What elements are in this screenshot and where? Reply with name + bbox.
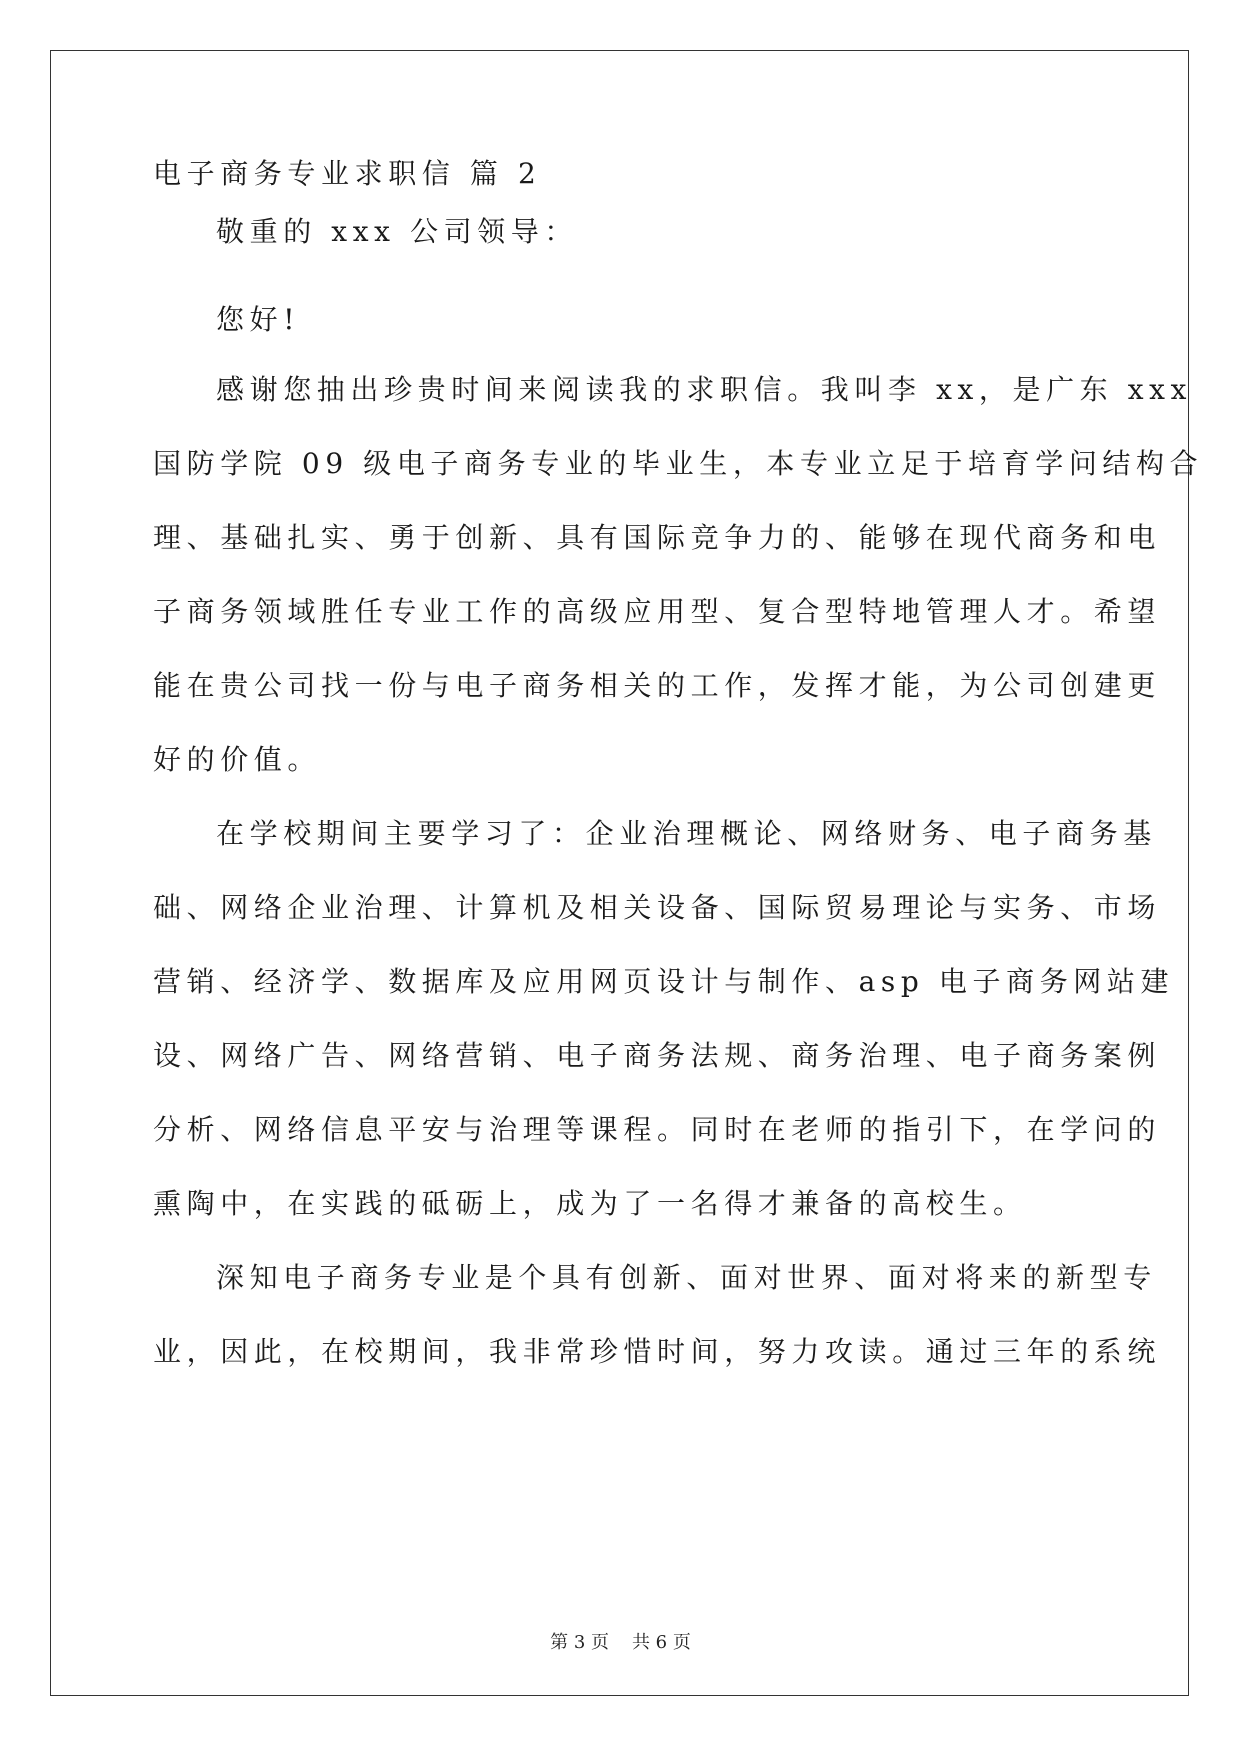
page-border: [50, 50, 1204, 1696]
document-title: 电子商务专业求职信 篇 2: [153, 157, 542, 190]
body-line: 设、网络广告、网络营销、电子商务法规、商务治理、电子商务案例: [153, 1039, 1162, 1072]
body-line: 好的价值。: [153, 743, 322, 776]
body-line: 理、基础扎实、勇于创新、具有国际竞争力的、能够在现代商务和电: [153, 521, 1162, 554]
page-footer: [0, 1628, 1241, 1654]
body-line: 深知电子商务专业是个具有创新、面对世界、面对将来的新型专: [216, 1261, 1157, 1294]
body-line: 敬重的 xxx 公司领导：: [216, 215, 578, 248]
body-line: 在学校期间主要学习了：企业治理概论、网络财务、电子商务基: [216, 817, 1157, 850]
body-line: 能在贵公司找一份与电子商务相关的工作，发挥才能，为公司创建更: [153, 669, 1162, 702]
body-line: 熏陶中，在实践的砥砺上，成为了一名得才兼备的高校生。: [153, 1187, 1027, 1220]
body-line: 国防学院 09 级电子商务专业的毕业生，本专业立足于培育学问结构合: [153, 447, 1204, 480]
body-line: 分析、网络信息平安与治理等课程。同时在老师的指引下，在学问的: [153, 1113, 1162, 1146]
page-number-label: 第 3 页 共 6 页: [550, 1632, 691, 1653]
body-line: 业，因此，在校期间，我非常珍惜时间，努力攻读。通过三年的系统: [153, 1335, 1162, 1368]
body-line: 子商务领域胜任专业工作的高级应用型、复合型特地管理人才。希望: [153, 595, 1162, 628]
body-line: 感谢您抽出珍贵时间来阅读我的求职信。我叫李 xx，是广东 xxx: [216, 373, 1192, 406]
body-line: 您好!: [216, 303, 301, 336]
body-line: 础、网络企业治理、计算机及相关设备、国际贸易理论与实务、市场: [153, 891, 1162, 924]
body-line: 营销、经济学、数据库及应用网页设计与制作、asp 电子商务网站建: [153, 965, 1175, 998]
